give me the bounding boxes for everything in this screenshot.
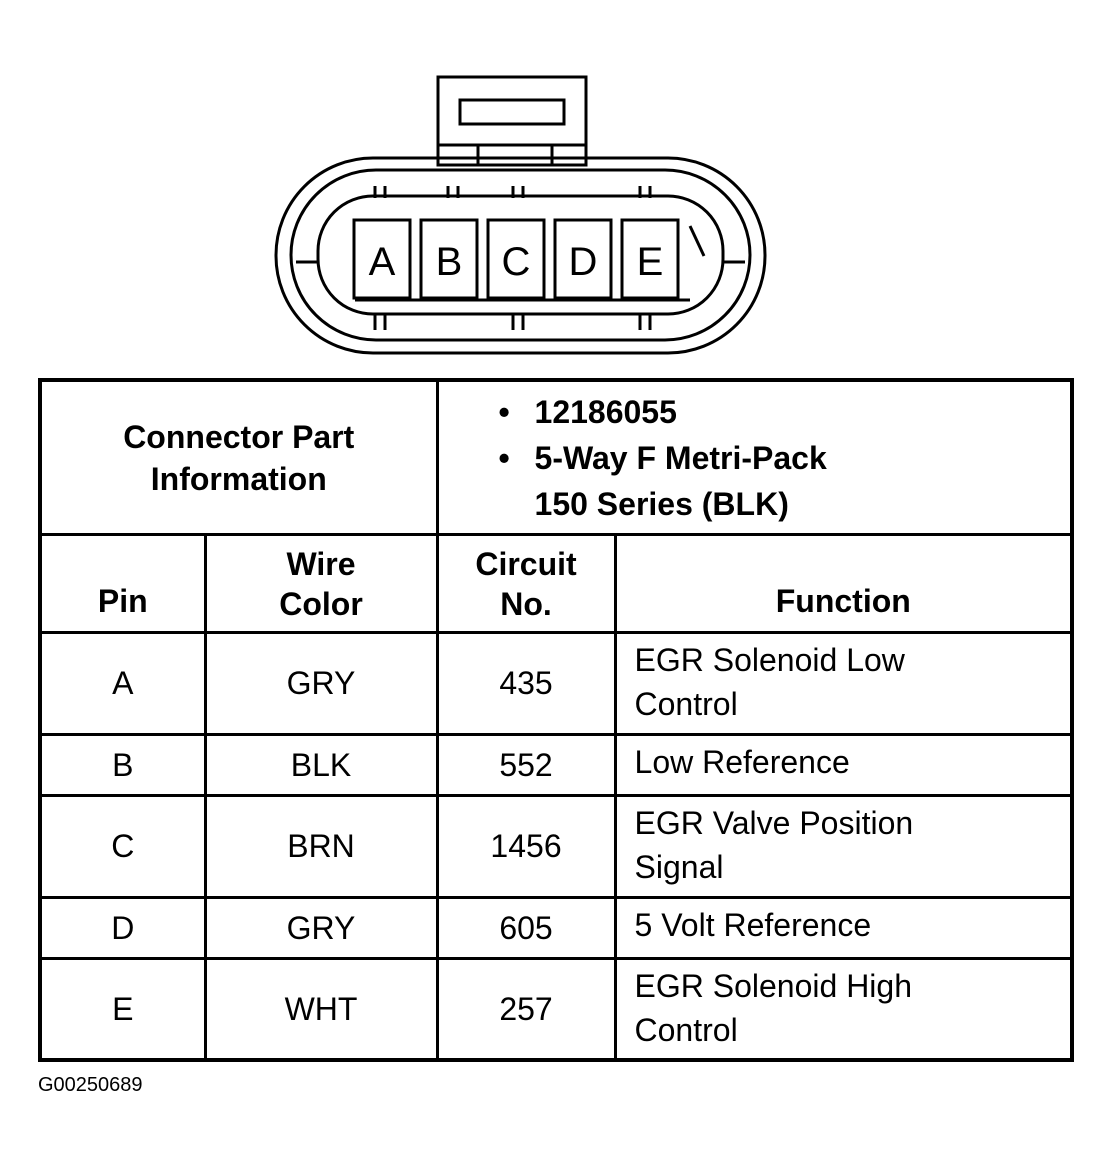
bullet-icon: • [498, 393, 510, 430]
circuit-cell: 605 [437, 897, 615, 958]
part-info-label-line1: Connector Part [123, 418, 355, 455]
wire-color-column-header [205, 535, 437, 633]
pin-cell: C [40, 795, 205, 897]
column-header-row [40, 535, 1072, 633]
function-line2: Control [634, 685, 738, 722]
wire-color-cell: BRN [205, 795, 437, 897]
pin-cell: E [40, 958, 205, 1060]
function-line1: EGR Valve Position [634, 804, 914, 841]
function-line1: EGR Solenoid High [634, 967, 912, 1004]
circuit-cell: 1456 [437, 795, 615, 897]
circuit-header-line2: No. [500, 585, 552, 622]
table-row [40, 958, 1072, 1060]
function-cell [615, 958, 1072, 1060]
pin-label-c: C [501, 240, 531, 284]
circuit-cell: 257 [437, 958, 615, 1060]
part-info-label-cell [40, 380, 437, 535]
wire-color-cell: WHT [205, 958, 437, 1060]
locking-tab-window [460, 100, 564, 124]
pin-label-d: D [568, 240, 598, 284]
function-cell [615, 632, 1072, 734]
pin-label-b: B [435, 240, 463, 284]
function-cell [615, 734, 1072, 795]
function-column-header: Function [615, 535, 1072, 633]
pin-label-e: E [636, 240, 664, 284]
part-number-line [499, 389, 1071, 435]
part-description-line1 [499, 435, 1071, 481]
wire-color-header-line2: Color [279, 585, 363, 622]
function-line1: EGR Solenoid Low [634, 641, 905, 678]
part-number: 12186055 [534, 393, 677, 430]
pin-cell: D [40, 897, 205, 958]
pin-cell: A [40, 632, 205, 734]
wire-color-cell: GRY [205, 897, 437, 958]
circuit-header-line1: Circuit [475, 545, 577, 582]
wire-color-cell: GRY [205, 632, 437, 734]
table-row [40, 897, 1072, 958]
table-row [40, 734, 1072, 795]
function-cell [615, 795, 1072, 897]
function-line2: Control [634, 1011, 738, 1048]
circuit-column-header [437, 535, 615, 633]
connector-face-diagram [0, 0, 1110, 370]
function-line1: 5 Volt Reference [634, 906, 872, 943]
function-line1: Low Reference [634, 743, 850, 780]
wire-color-header-line1: Wire [286, 545, 356, 582]
part-info-value-cell [437, 380, 1072, 535]
table-row [40, 632, 1072, 734]
pin-column-header: Pin [40, 535, 205, 633]
table-row [40, 795, 1072, 897]
wire-color-cell: BLK [205, 734, 437, 795]
pinout-table [38, 378, 1074, 1062]
bullet-icon: • [498, 439, 510, 476]
function-cell [615, 897, 1072, 958]
pin-cell: B [40, 734, 205, 795]
circuit-cell: 552 [437, 734, 615, 795]
part-description-line2: 150 Series (BLK) [534, 485, 789, 522]
circuit-cell: 435 [437, 632, 615, 734]
pin-label-a: A [368, 240, 396, 284]
part-info-label-line2: Information [150, 460, 327, 497]
part-info-row [40, 380, 1072, 535]
function-line2: Signal [634, 848, 724, 885]
part-description: 5-Way F Metri-Pack [534, 439, 827, 476]
figure-code: G00250689 [38, 1074, 143, 1096]
